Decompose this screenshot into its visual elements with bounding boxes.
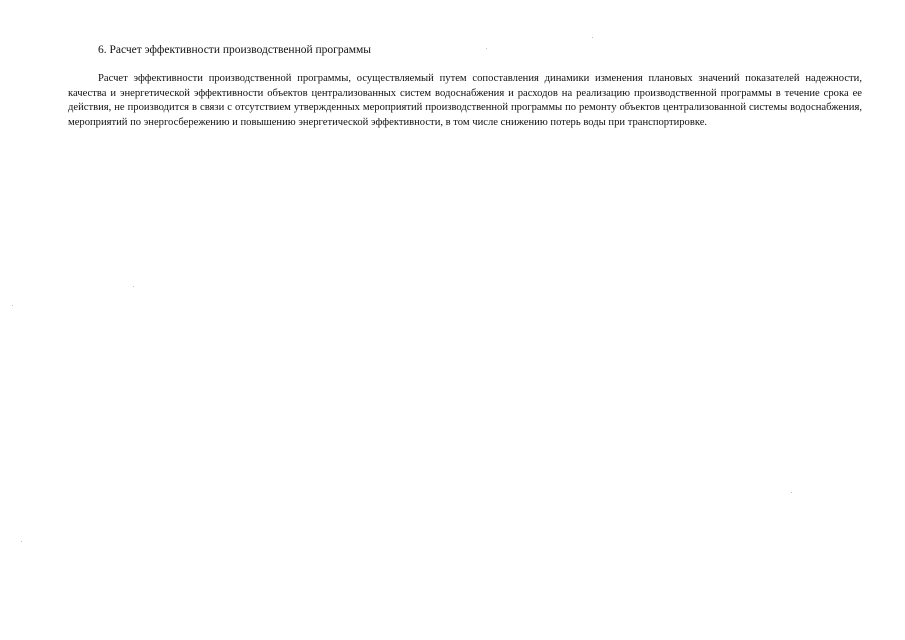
scan-speck [133,286,134,287]
scan-speck [12,305,13,306]
section-heading: 6. Расчет эффективности производственной программы [98,44,372,56]
scan-speck [791,492,792,493]
scan-speck [21,541,22,542]
scan-speck [486,48,487,49]
scan-speck [592,37,593,38]
section-paragraph: Расчет эффективности производственной программы, осуществляемый путем сопоставления динамики изменения плановых значений показателей надежности, качества и энергетической эффективности объектов централизованных систем водоснабжения и расходов на реализацию производственной программы в течение срока ее действия, не производится в связи с отсутствием утвержденных мероприятий производственной программы по ремонту объектов централизованной системы водоснабжения, мероприятий по энергосбережению и повышению энергетической эффективности, в том числе снижению потерь воды при транспортировке. [68,73,862,128]
